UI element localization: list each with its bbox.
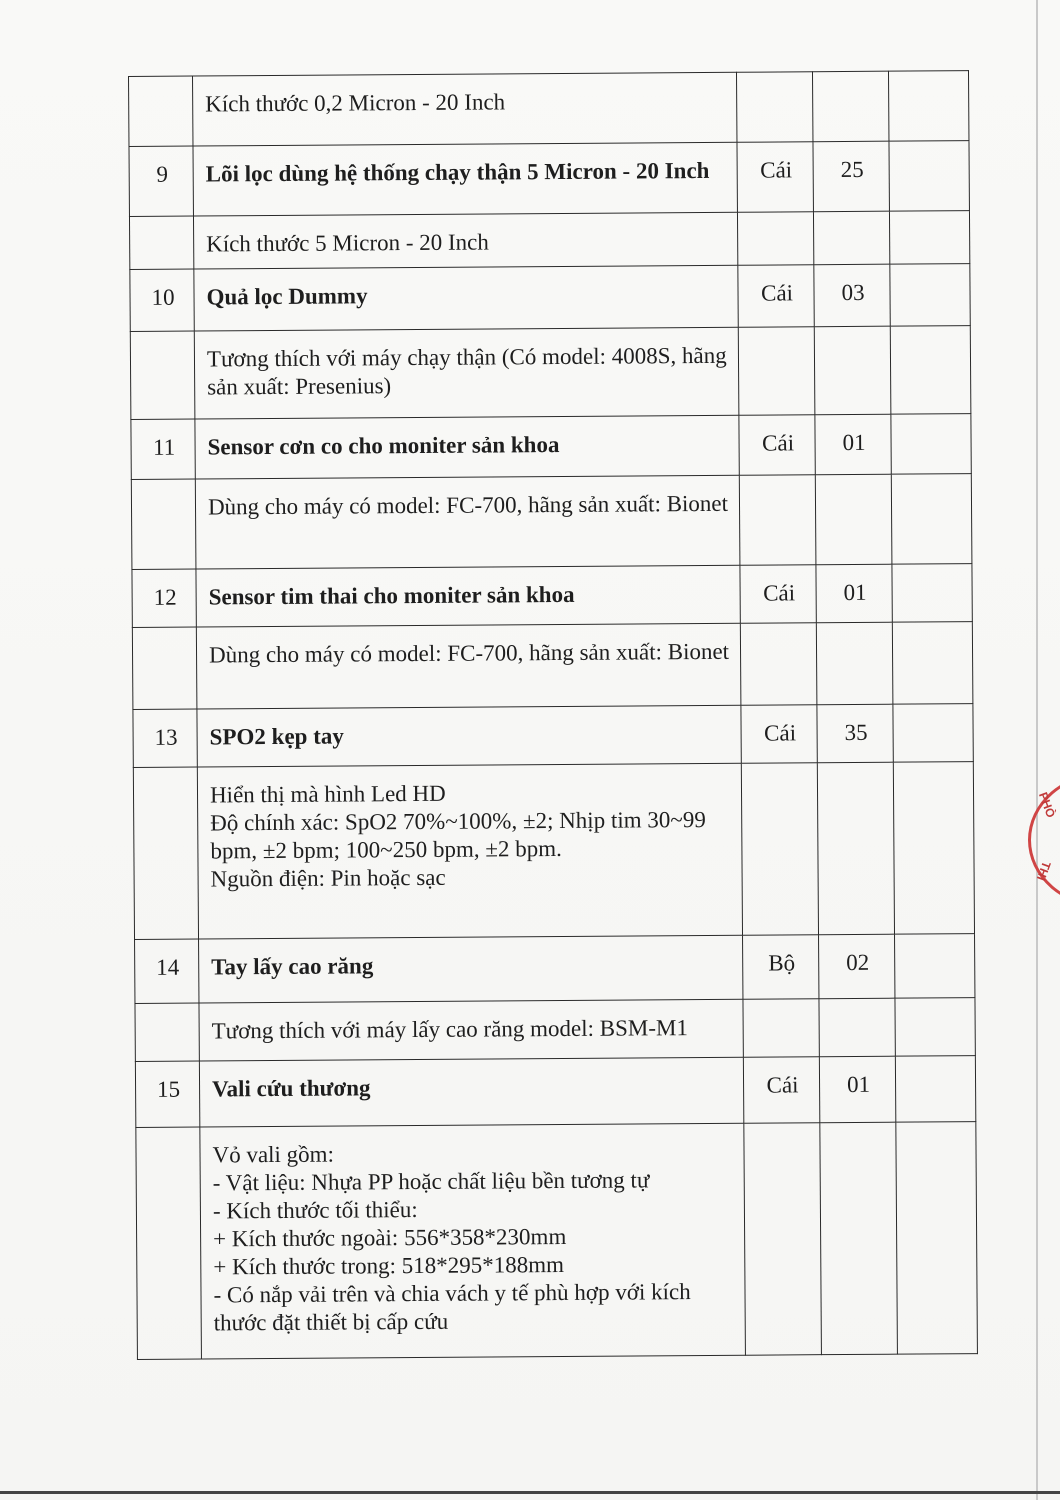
item-quantity xyxy=(813,211,889,265)
page-bottom-edge xyxy=(0,1491,1060,1494)
item-unit xyxy=(740,623,817,706)
empty-cell xyxy=(895,934,975,999)
item-quantity: 01 xyxy=(816,564,892,623)
item-unit xyxy=(743,999,819,1058)
item-name xyxy=(199,935,743,1003)
text-line: Kích thước 5 Micron - 20 Inch xyxy=(206,229,489,257)
item-number: 14 xyxy=(135,939,199,1003)
text-line: Sensor cơn co cho moniter sản khoa xyxy=(207,431,560,460)
item-row xyxy=(131,414,971,480)
item-unit xyxy=(741,763,818,936)
item-quantity xyxy=(815,474,892,565)
item-quantity xyxy=(817,762,894,935)
spec-row xyxy=(129,71,969,147)
spec-row xyxy=(133,762,974,940)
empty-cell xyxy=(891,474,972,565)
text-line: Quả lọc Dummy xyxy=(206,283,368,310)
text-line: Độ chính xác: SpO2 70%~100%, ±2; Nhịp tim 30~99 bpm, ±2 bpm; 100~250 bpm, ±2 bpm. xyxy=(210,806,706,864)
item-unit xyxy=(737,212,813,266)
item-specification xyxy=(199,999,743,1061)
empty-cell xyxy=(891,414,971,475)
item-unit: Cái xyxy=(743,1057,819,1124)
text-line: Tay lấy cao răng xyxy=(211,953,374,980)
empty-cell xyxy=(888,71,968,142)
item-row xyxy=(132,564,972,628)
item-number xyxy=(130,331,195,419)
item-unit xyxy=(738,327,815,416)
item-row xyxy=(130,264,970,332)
spec-row xyxy=(130,326,971,420)
spec-row xyxy=(129,211,969,270)
item-number xyxy=(129,76,193,146)
empty-cell xyxy=(889,211,969,265)
item-quantity: 01 xyxy=(815,414,891,475)
spec-row xyxy=(131,474,972,570)
item-row xyxy=(135,934,975,1004)
text-line: - Có nắp vải trên và chia vách y tế phù hợp với kích thước đặt thiết bị cấp cứu xyxy=(213,1279,691,1336)
item-unit: Cái xyxy=(738,265,814,328)
text-line: + Kích thước trong: 518*295*188mm xyxy=(213,1251,565,1280)
item-specification xyxy=(194,327,739,419)
spec-row xyxy=(132,622,973,710)
text-line: + Kích thước ngoài: 556*358*230mm xyxy=(213,1223,567,1252)
text-line: SPO2 kẹp tay xyxy=(209,723,344,750)
item-number xyxy=(129,216,193,269)
red-seal-stamp: PHÒ THI xyxy=(1020,772,1060,902)
item-unit xyxy=(744,1123,822,1356)
text-line: Vali cứu thương xyxy=(211,1075,371,1102)
item-name xyxy=(196,565,740,627)
text-line: Sensor tim thai cho moniter sản khoa xyxy=(208,581,575,610)
item-name xyxy=(194,265,738,331)
empty-cell xyxy=(892,564,972,623)
item-name xyxy=(195,415,739,479)
item-specification xyxy=(196,623,741,709)
text-line: Nguồn điện: Pin hoặc sạc xyxy=(210,864,446,892)
text-line: Kích thước 0,2 Micron - 20 Inch xyxy=(205,89,506,117)
text-line: Tương thích với máy lấy cao răng model: BSM-M1 xyxy=(211,1015,689,1044)
item-quantity: 35 xyxy=(817,704,893,763)
text-line: Hiển thị mà hình Led HD xyxy=(209,780,446,808)
text-line: - Vật liệu: Nhựa PP hoặc chất liệu bền tương tự xyxy=(212,1167,650,1196)
item-number: 10 xyxy=(130,269,194,331)
item-quantity xyxy=(819,998,895,1057)
item-quantity: 25 xyxy=(813,141,889,212)
empty-cell xyxy=(893,704,973,763)
item-quantity: 03 xyxy=(814,264,890,327)
text-line: Tương thích với máy chạy thận (Có model: 4008S, hãng sản xuất: Presenius) xyxy=(206,342,727,400)
empty-cell xyxy=(892,622,973,705)
item-number: 15 xyxy=(135,1061,199,1127)
equipment-table xyxy=(128,70,978,1360)
text-line: Lõi lọc dùng hệ thống chạy thận 5 Micron - 20 Inch xyxy=(205,157,710,187)
text-line: Dùng cho máy có model: FC-700, hãng sản xuất: Bionet xyxy=(207,490,729,520)
item-name xyxy=(199,1057,743,1127)
item-number xyxy=(135,1003,199,1061)
item-quantity xyxy=(816,622,893,705)
item-specification xyxy=(197,763,742,939)
item-number xyxy=(131,479,196,569)
item-quantity xyxy=(812,71,888,142)
text-line: - Kích thước tối thiểu: xyxy=(212,1197,418,1224)
item-unit: Cái xyxy=(737,142,813,213)
spec-row xyxy=(135,998,975,1062)
item-specification xyxy=(200,1123,746,1359)
item-number xyxy=(132,627,197,709)
text-line: Dùng cho máy có model: FC-700, hãng sản xuất: Bionet xyxy=(208,638,730,668)
item-specification xyxy=(195,475,740,569)
text-line: Vỏ vali gồm: xyxy=(212,1141,335,1168)
spec-row xyxy=(136,1122,978,1360)
empty-cell xyxy=(890,326,971,415)
empty-cell xyxy=(896,1122,978,1355)
empty-cell xyxy=(895,1056,975,1123)
item-specification xyxy=(193,72,737,146)
item-number: 13 xyxy=(133,709,197,767)
item-number xyxy=(136,1127,202,1359)
item-unit: Cái xyxy=(741,705,817,764)
item-unit: Bộ xyxy=(743,935,819,1000)
item-number xyxy=(133,767,198,939)
item-row xyxy=(135,1056,975,1128)
empty-cell xyxy=(895,998,975,1057)
empty-cell xyxy=(889,141,969,212)
empty-cell xyxy=(890,264,970,327)
item-row xyxy=(133,704,973,768)
equipment-table-body xyxy=(129,71,978,1360)
item-unit: Cái xyxy=(739,415,815,476)
item-specification xyxy=(193,212,737,269)
item-row xyxy=(129,141,969,217)
item-unit: Cái xyxy=(740,565,816,624)
item-quantity: 01 xyxy=(819,1056,895,1123)
item-quantity xyxy=(814,326,891,415)
item-quantity xyxy=(820,1122,898,1355)
item-number: 12 xyxy=(132,569,196,627)
item-name xyxy=(193,142,737,216)
item-quantity: 02 xyxy=(819,934,895,999)
page-right-edge xyxy=(1036,0,1038,1500)
item-unit xyxy=(736,72,812,143)
item-name xyxy=(197,705,741,767)
item-number: 11 xyxy=(131,419,195,479)
item-unit xyxy=(739,475,816,566)
empty-cell xyxy=(893,762,974,935)
item-number: 9 xyxy=(129,146,193,216)
